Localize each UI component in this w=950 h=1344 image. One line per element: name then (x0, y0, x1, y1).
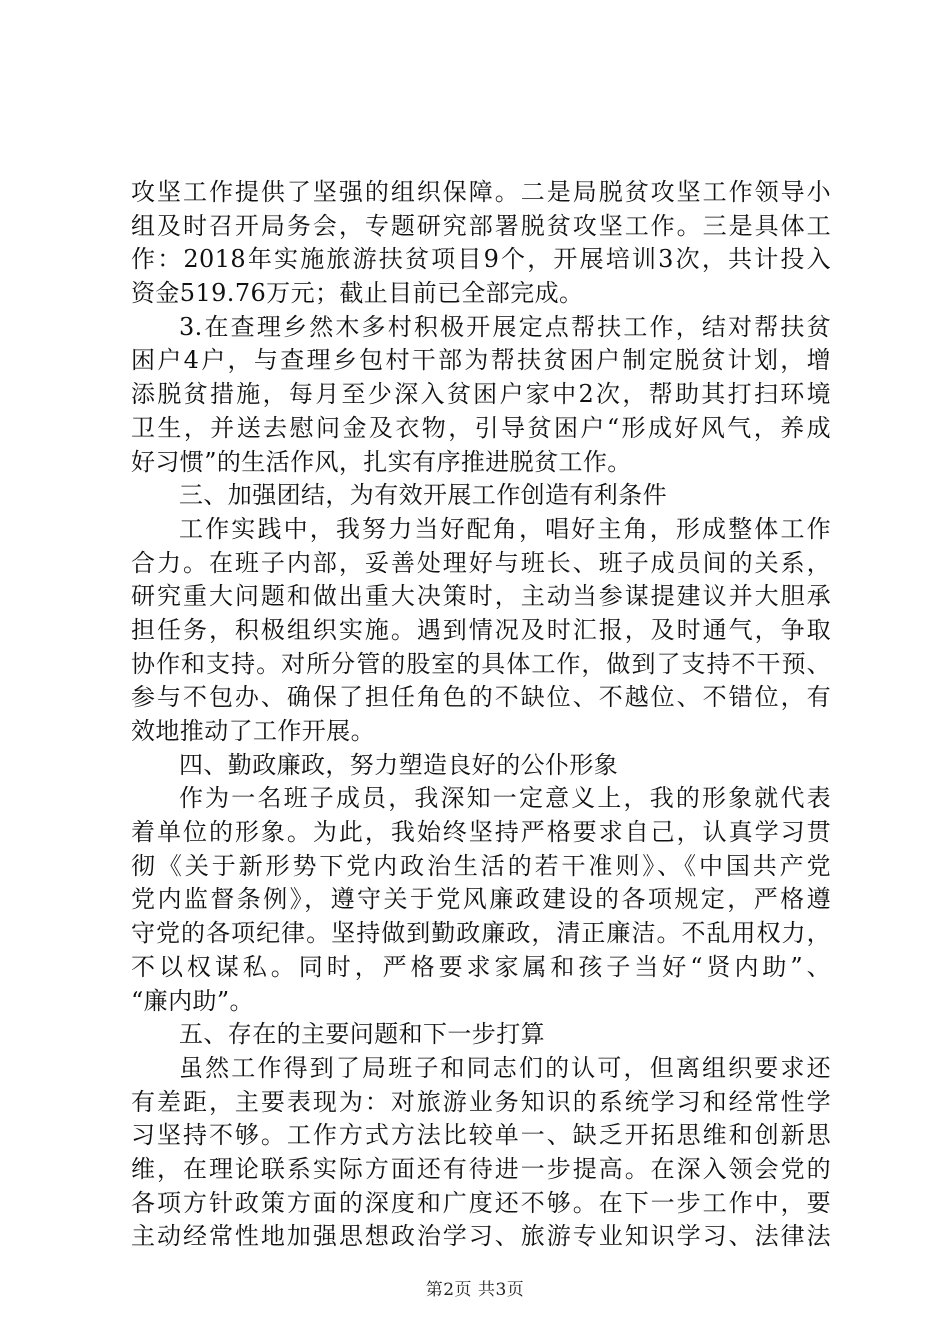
text-line: 担任务，积极组织实施。遇到情况及时汇报，及时通气，争取 (131, 615, 831, 644)
text-line: 彻《关于新形势下党内政治生活的若干准则》、《中国共产党 (131, 851, 831, 880)
text-line: 不以权谋私。同时，严格要求家属和孩子当好“贤内助”、 (131, 952, 831, 981)
text-line: 困户4户，与查理乡包村干部为帮扶贫困户制定脱贫计划，增 (131, 346, 831, 375)
text-line: 着单位的形象。为此，我始终坚持严格要求自己，认真学习贯 (131, 818, 831, 847)
text-line: 各项方针政策方面的深度和广度还不够。在下一步工作中，要 (131, 1188, 831, 1217)
document-body (131, 176, 831, 1254)
text-line: 维，在理论联系实际方面还有待进一步提高。在深入领会党的 (131, 1154, 831, 1183)
text-line: 3.在查理乡然木多村积极开展定点帮扶工作，结对帮扶贫 (179, 312, 831, 341)
text-line: 研究重大问题和做出重大决策时，主动当参谋提建议并大胆承 (131, 582, 831, 611)
text-line: 卫生，并送去慰问金及衣物，引导贫困户“形成好风气，养成 (131, 413, 831, 442)
text-line: 组及时召开局务会，专题研究部署脱贫攻坚工作。三是具体工 (131, 211, 831, 240)
text-line: 资金519.76万元；截止目前已全部完成。 (131, 279, 584, 308)
text-line: 好习惯”的生活作风，扎实有序推进脱贫工作。 (131, 447, 632, 476)
text-line: 守党的各项纪律。坚持做到勤政廉政，清正廉洁。不乱用权力， (131, 919, 831, 948)
page-number-footer: 第2页 共3页 (425, 1280, 525, 1300)
text-line: 效地推动了工作开展。 (131, 717, 375, 745)
text-line: 党内监督条例》，遵守关于党风廉政建设的各项规定，严格遵 (131, 885, 831, 914)
text-line: 工作实践中，我努力当好配角，唱好主角，形成整体工作 (179, 514, 831, 543)
text-line: 作：2018年实施旅游扶贫项目9个，开展培训3次，共计投入 (131, 245, 831, 274)
text-line: 参与不包办、确保了担任角色的不缺位、不越位、不错位，有 (131, 683, 831, 712)
text-line: 习坚持不够。工作方式方法比较单一、缺乏开拓思维和创新思 (131, 1121, 831, 1150)
text-line: 攻坚工作提供了坚强的组织保障。二是局脱贫攻坚工作领导小 (131, 178, 831, 206)
section-heading: 三、加强团结，为有效开展工作创造有利条件 (179, 481, 667, 510)
text-line: “廉内助”。 (131, 986, 254, 1015)
text-line: 合力。在班子内部，妥善处理好与班长、班子成员间的关系， (131, 548, 831, 577)
text-line: 有差距，主要表现为：对旅游业务知识的系统学习和经常性学 (131, 1087, 831, 1116)
text-line: 主动经常性地加强思想政治学习、旅游专业知识学习、法律法 (131, 1222, 831, 1251)
text-line: 协作和支持。对所分管的股室的具体工作，做到了支持不干预、 (131, 649, 831, 678)
text-line: 作为一名班子成员，我深知一定意义上，我的形象就代表 (179, 784, 831, 813)
text-line: 添脱贫措施，每月至少深入贫困户家中2次，帮助其打扫环境 (131, 380, 831, 409)
text-line: 虽然工作得到了局班子和同志们的认可，但离组织要求还 (179, 1053, 831, 1082)
section-heading: 五、存在的主要问题和下一步打算 (179, 1020, 545, 1049)
section-heading: 四、勤政廉政，努力塑造良好的公仆形象 (179, 750, 619, 779)
